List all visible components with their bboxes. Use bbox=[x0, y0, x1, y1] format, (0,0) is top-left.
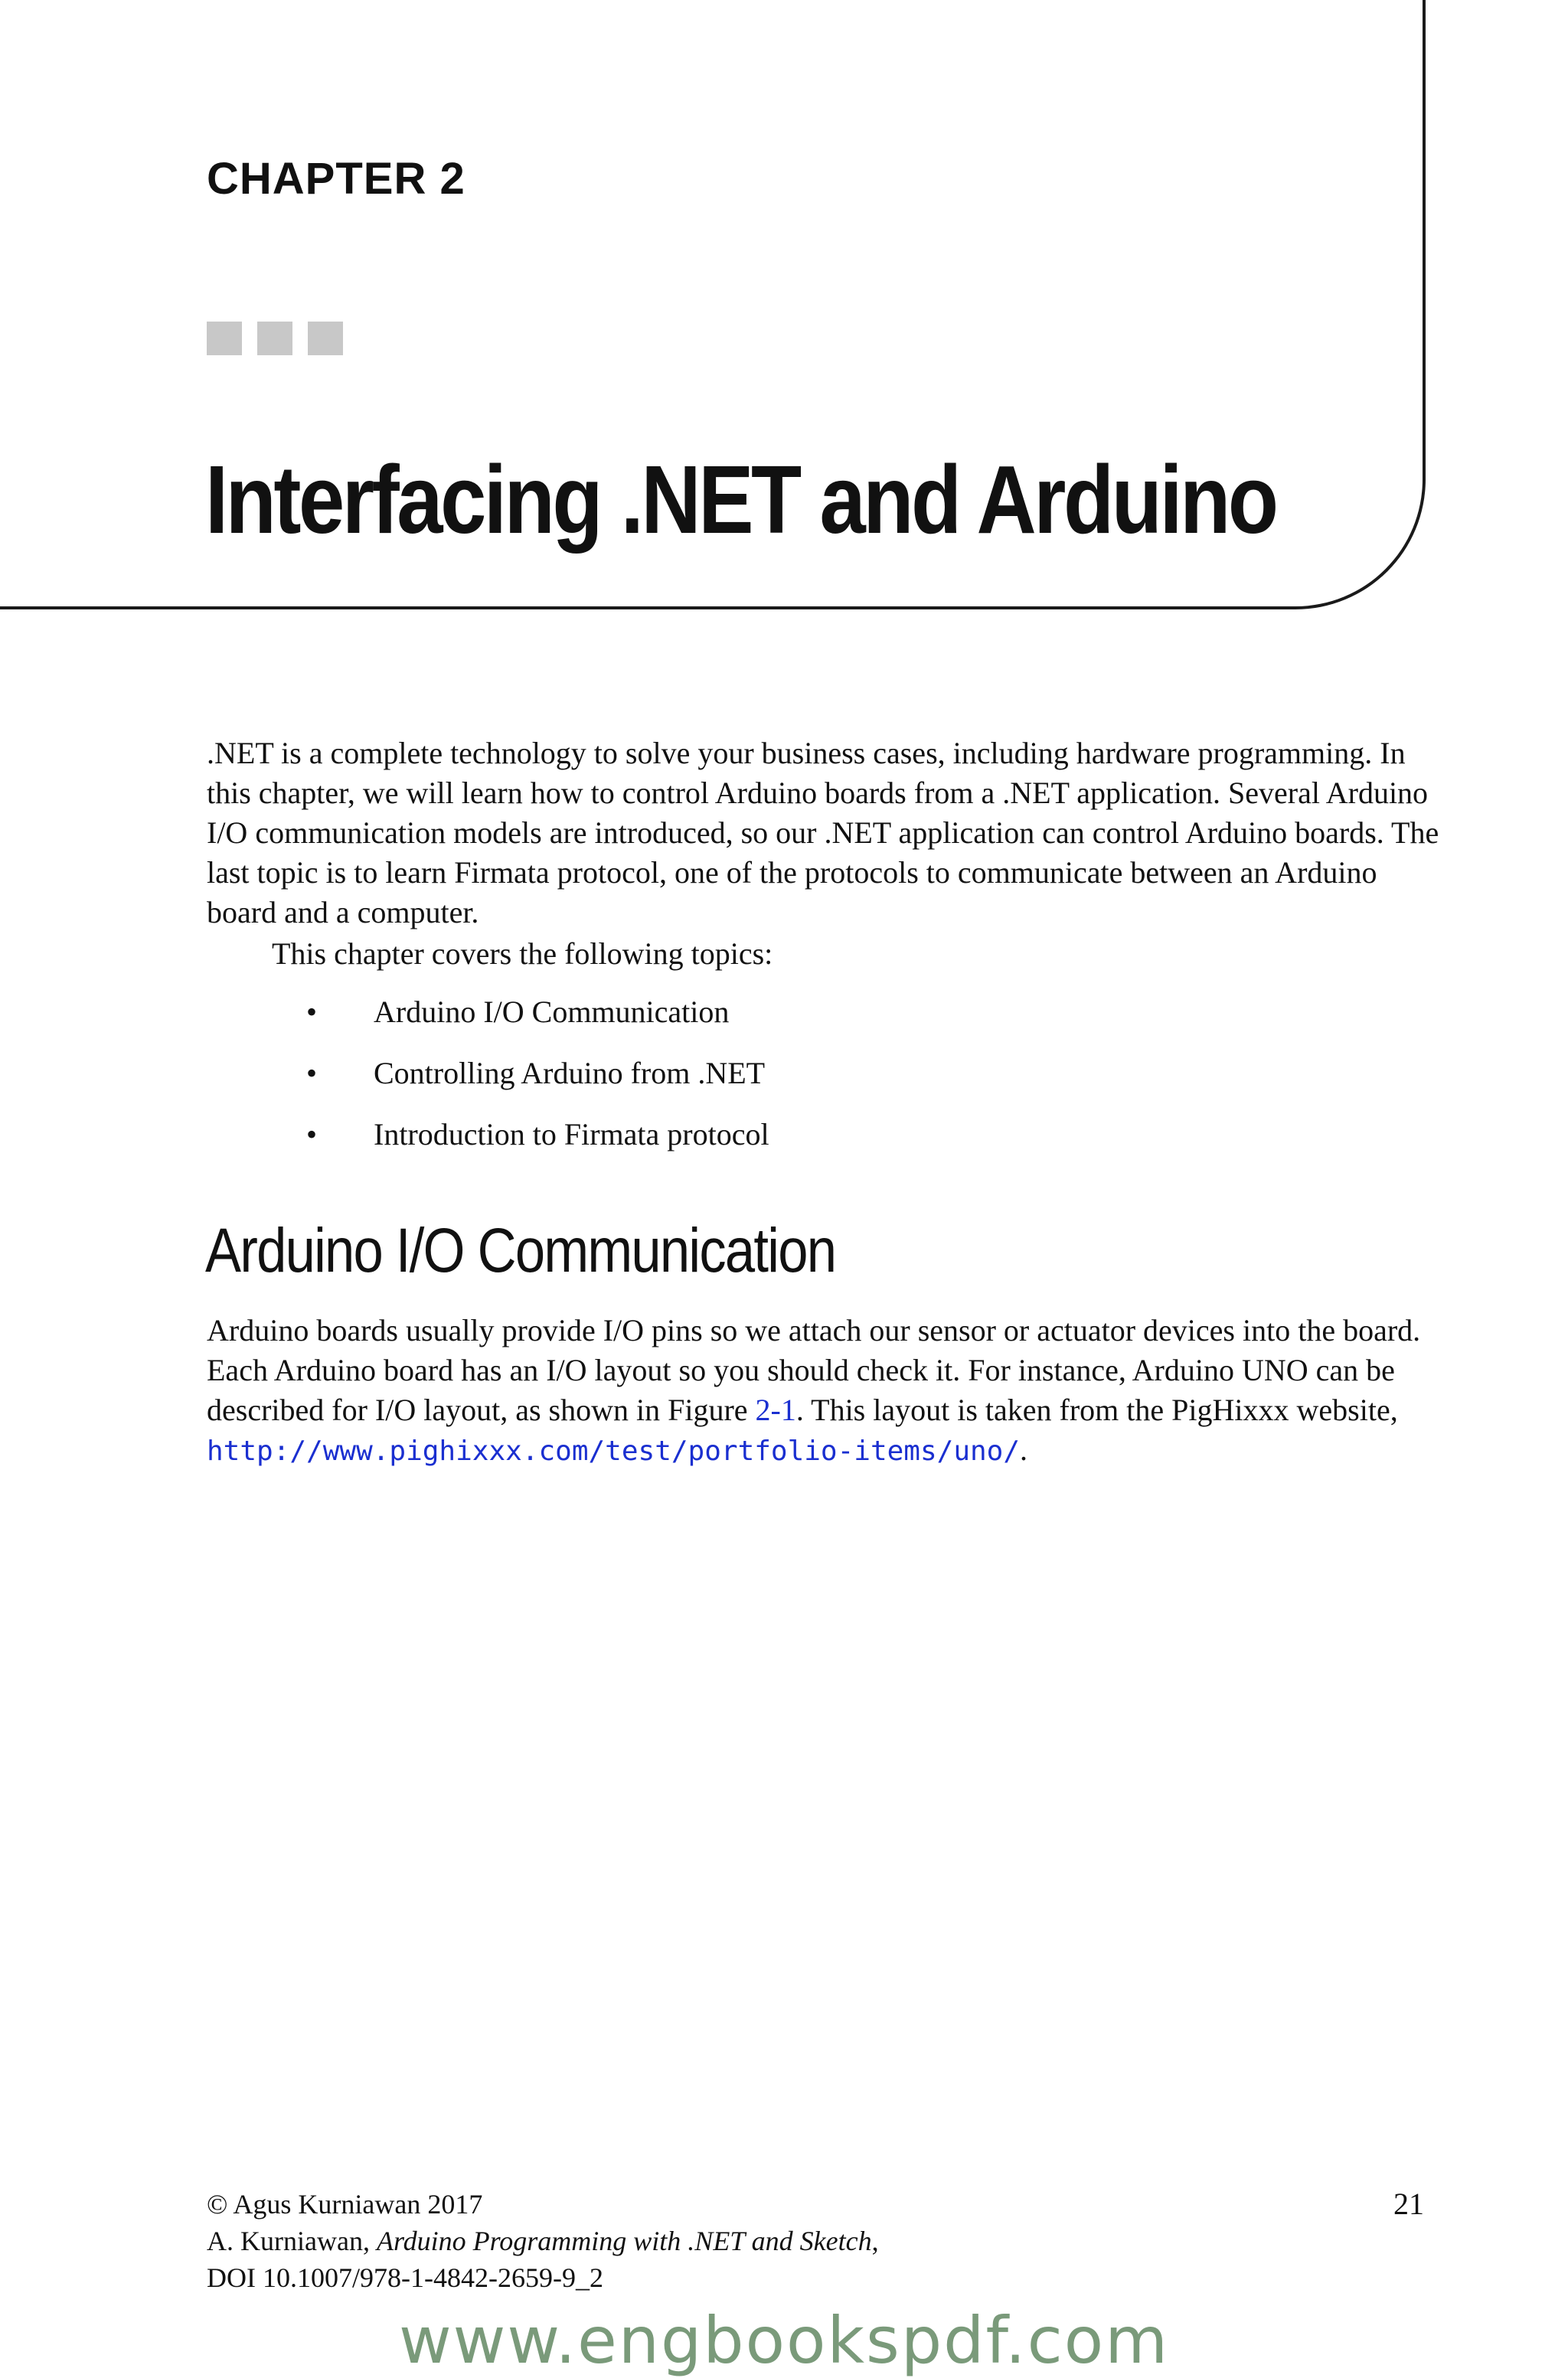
section-paragraph bbox=[207, 1311, 1439, 1472]
list-item bbox=[207, 992, 769, 1053]
topic-list bbox=[207, 992, 769, 1176]
decoration-square bbox=[257, 322, 292, 355]
page-number: 21 bbox=[1393, 2187, 1424, 2221]
topic-label: Introduction to Firmata protocol bbox=[374, 1117, 769, 1151]
doi-line: DOI 10.1007/978-1-4842-2659-9_2 bbox=[207, 2262, 603, 2293]
footer-citation bbox=[207, 2186, 879, 2296]
section-text-part1: Arduino boards usually provide I/O pins so we attach our sensor or actuator devices into the board. Each Arduino board has an I/O layout so you should check it. For instance, Arduino UNO can be described for I/O layout, as shown in Figure bbox=[207, 1313, 1421, 1427]
citation-suffix: , bbox=[871, 2226, 879, 2256]
pighixxx-url-link[interactable]: http://www.pighixxx.com/test/portfolio-items/uno/ bbox=[207, 1436, 1021, 1467]
citation-line bbox=[207, 2223, 879, 2259]
bullet-icon: • bbox=[306, 1056, 318, 1090]
copyright-line: © Agus Kurniawan 2017 bbox=[207, 2189, 483, 2220]
decoration-square bbox=[308, 322, 343, 355]
topics-lead: This chapter covers the following topics: bbox=[272, 936, 773, 971]
figure-link[interactable]: 2-1 bbox=[755, 1393, 796, 1427]
decoration-square bbox=[207, 322, 242, 355]
section-text-end: . bbox=[1020, 1432, 1028, 1467]
chapter-label: CHAPTER 2 bbox=[207, 154, 466, 204]
topic-label: Arduino I/O Communication bbox=[374, 995, 730, 1029]
bullet-icon: • bbox=[306, 995, 318, 1029]
list-item bbox=[207, 1053, 769, 1115]
topic-label: Controlling Arduino from .NET bbox=[374, 1056, 766, 1090]
watermark: www.engbookspdf.com bbox=[398, 2303, 1170, 2378]
citation-prefix: A. Kurniawan, bbox=[207, 2226, 377, 2256]
chapter-title: Interfacing .NET and Arduino bbox=[205, 446, 1276, 554]
intro-paragraph: .NET is a complete technology to solve your business cases, including hardware programming. In this chapter, we will learn how to control Arduino boards from a .NET application. Several Arduino I/O communication models are introduced, so our .NET application can control Arduino boards. The last topic is to learn Firmata protocol, one of the protocols to communicate between an Arduino board and a computer. bbox=[207, 736, 1439, 929]
book-title: Arduino Programming with .NET and Sketch bbox=[376, 2226, 872, 2256]
chapter-decoration bbox=[207, 322, 343, 355]
bullet-icon: • bbox=[306, 1117, 318, 1151]
section-text-part2: . This layout is taken from the PigHixxx website, bbox=[795, 1393, 1398, 1427]
list-item bbox=[207, 1115, 769, 1176]
section-heading: Arduino I/O Communication bbox=[205, 1216, 836, 1285]
